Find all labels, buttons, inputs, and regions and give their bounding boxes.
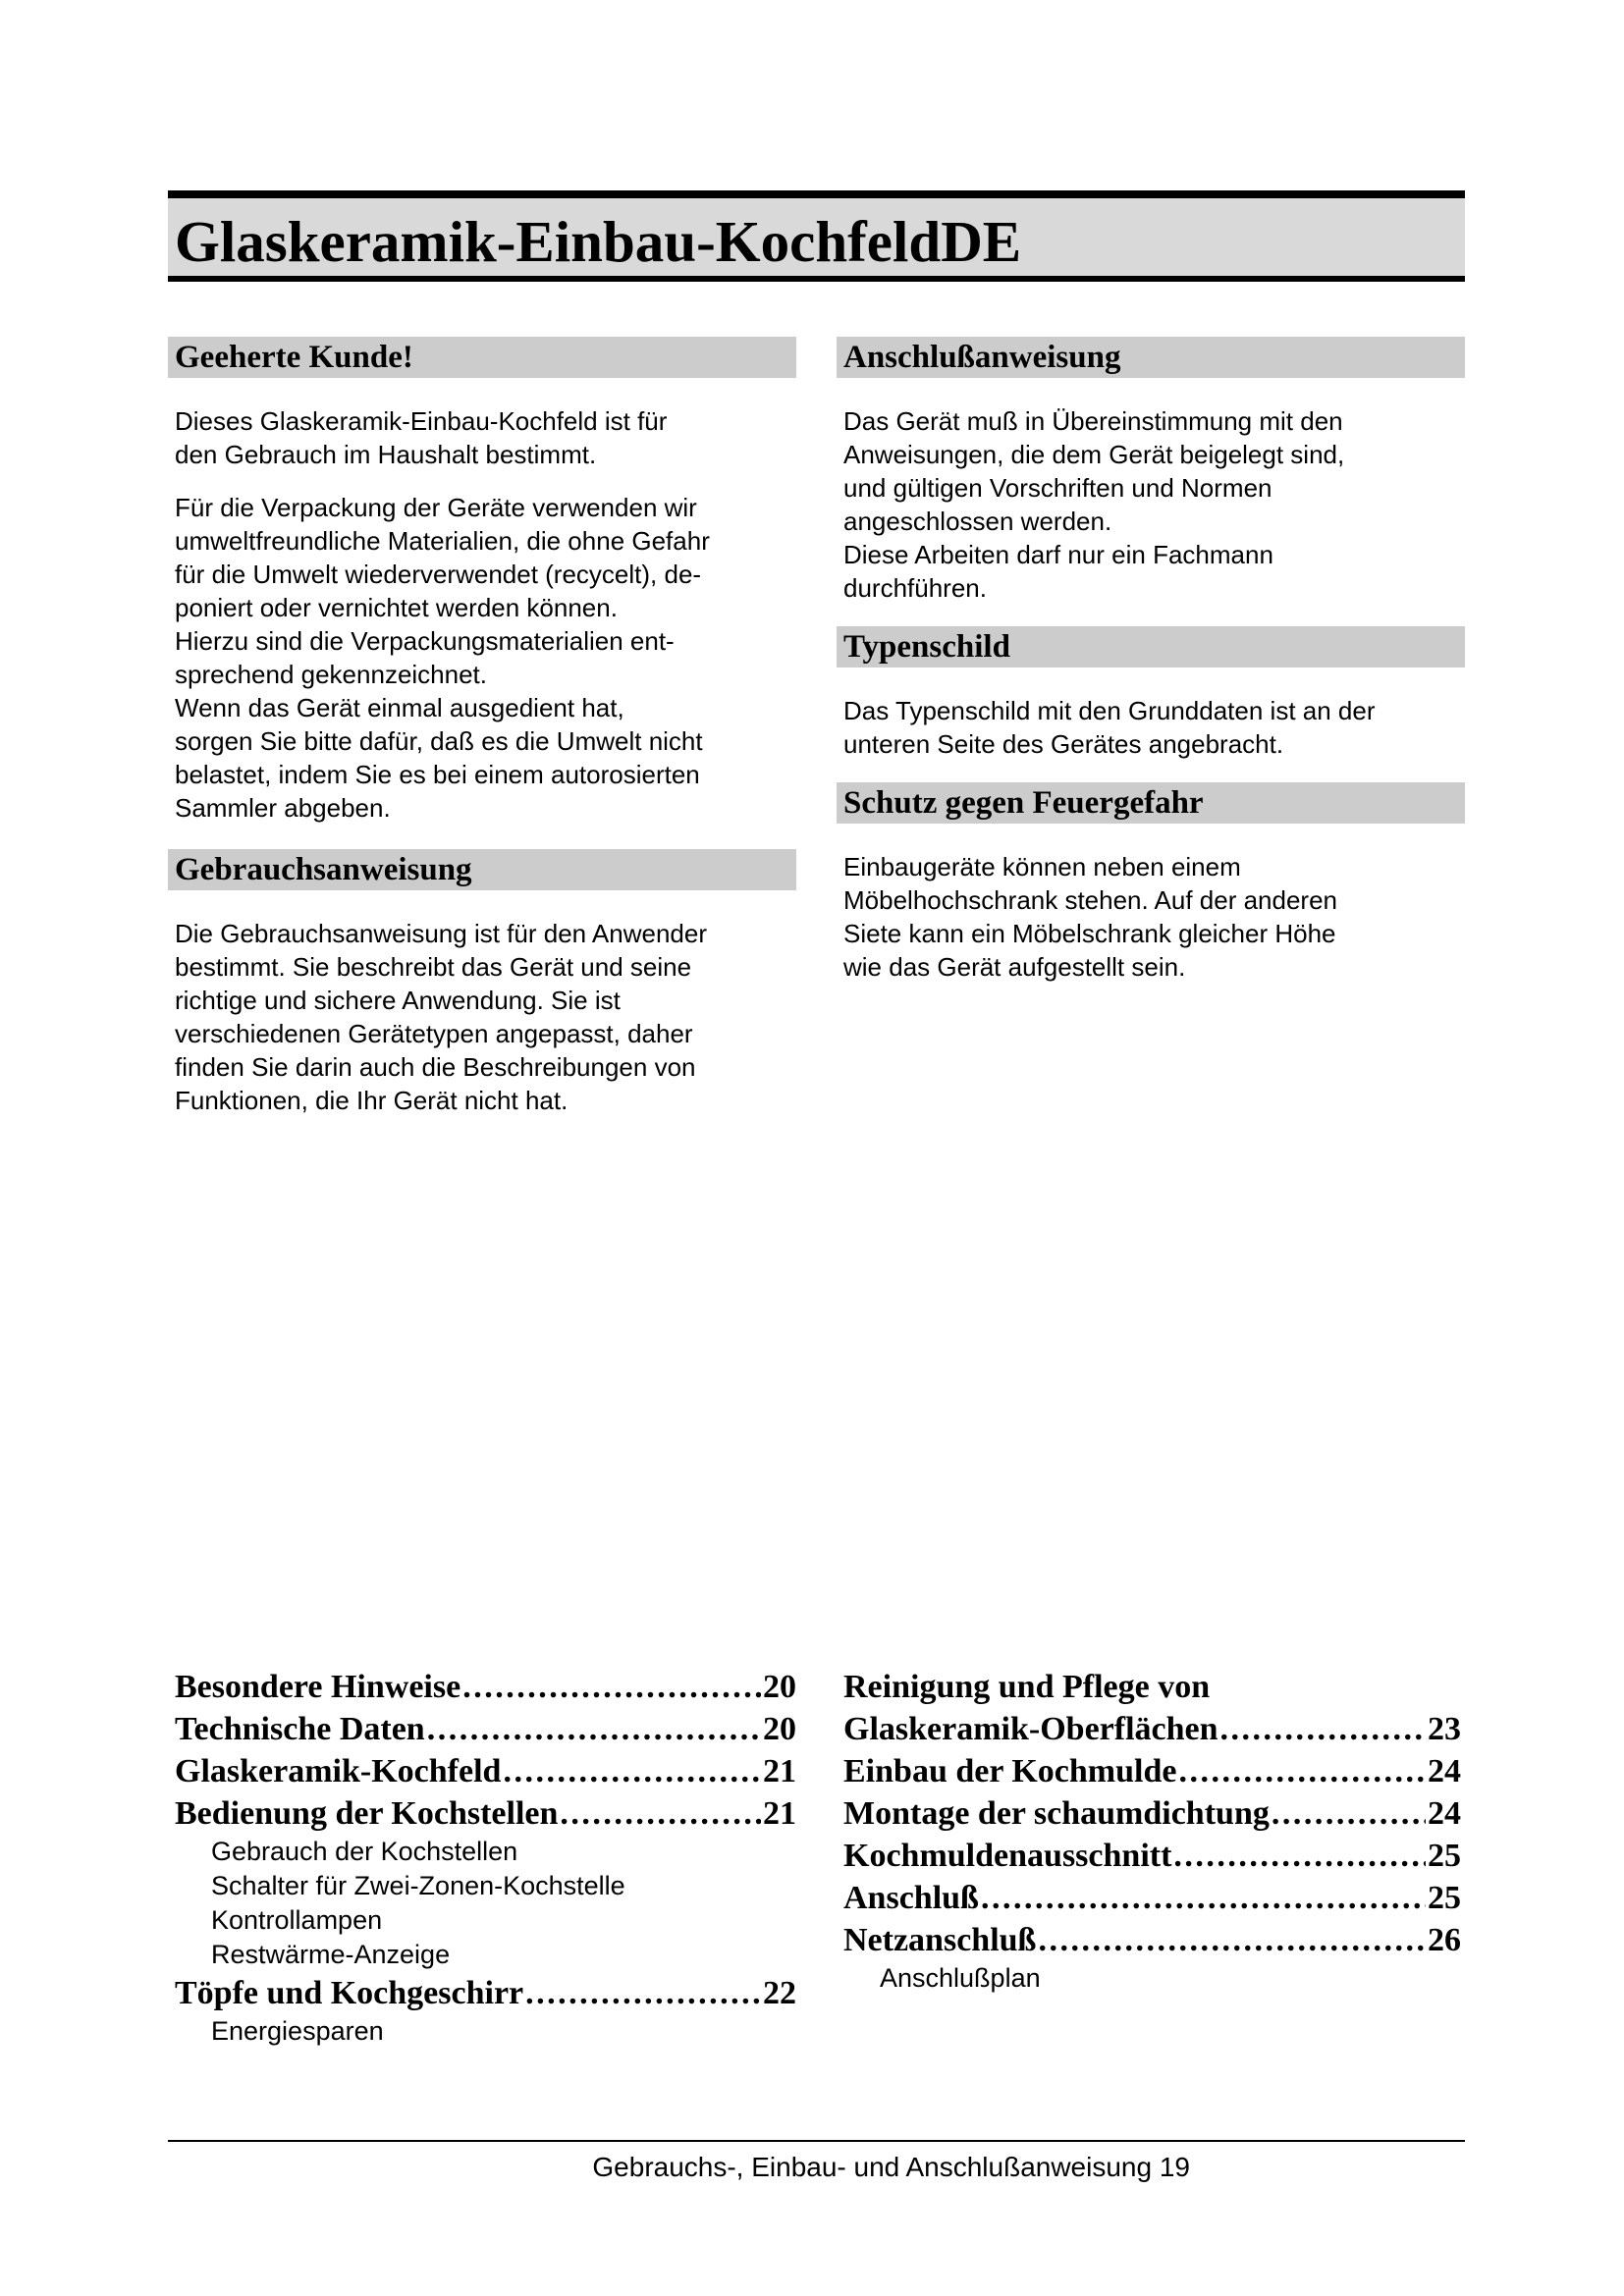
toc-entry-title: Netzanschluß xyxy=(843,1922,1037,1958)
paragraph: Das Typenschild mit den Grunddaten ist an der unteren Seite des Gerätes angebracht. xyxy=(843,696,1376,759)
toc-entry-title: Technische Daten xyxy=(175,1711,425,1747)
section-heading: Anschlußanweisung xyxy=(837,337,1465,378)
toc-entry-page: 21 xyxy=(763,1795,796,1832)
toc-leader-dots xyxy=(1178,1750,1426,1792)
toc-leader-dots xyxy=(981,1877,1426,1919)
toc-leader-dots xyxy=(525,1972,761,2014)
toc-entry[interactable] xyxy=(837,1750,1461,1792)
table-of-contents-right xyxy=(837,1666,1461,1996)
toc-entry-title: Anschluß xyxy=(843,1880,979,1916)
toc-entry-title-line[interactable]: Reinigung und Pflege von xyxy=(843,1669,1211,1705)
paragraph: Dieses Glaskeramik-Einbau-Kochfeld ist für den Gebrauch im Haushalt bestimmt. xyxy=(175,406,668,469)
toc-entry-page: 25 xyxy=(1428,1838,1461,1874)
paragraph: Für die Verpackung der Geräte verwenden wir umweltfreundliche Materialien, die ohne Gefahr für die Umwelt wiederverwendet (recycelt), de- poniert oder vernichtet werden können. Hierzu sind die Verpackungsmaterialien ent- sprechend gekennzeichnet. Wenn das Gerät einmal ausgedient hat, sorgen Sie bitte dafür, daß es die Umwelt nicht belastet, indem Sie es bei einem autorosierten Sammler abgeben. xyxy=(175,493,710,823)
right-column xyxy=(837,337,1465,984)
toc-entry-page: 20 xyxy=(763,1669,796,1705)
toc-entry[interactable] xyxy=(837,1835,1461,1877)
paragraph: Das Gerät muß in Übereinstimmung mit den Anweisungen, die dem Gerät beigelegt sind, und gültigen Vorschriften und Normen angeschlossen werden. Diese Arbeiten darf nur ein Fachmann durchführen. xyxy=(843,406,1345,603)
toc-entry[interactable] xyxy=(837,1877,1461,1919)
toc-entry-page: 26 xyxy=(1428,1922,1461,1958)
section-heading: Typenschild xyxy=(837,626,1465,667)
section-heading: Schutz gegen Feuergefahr xyxy=(837,782,1465,824)
title-bar xyxy=(168,190,1465,282)
toc-entry-page: 24 xyxy=(1428,1795,1461,1832)
toc-entry-page: 20 xyxy=(763,1711,796,1747)
toc-entry[interactable] xyxy=(168,1666,796,1708)
toc-entry[interactable] xyxy=(837,1792,1461,1835)
toc-entry[interactable] xyxy=(168,1792,796,1835)
toc-leader-dots xyxy=(503,1750,761,1792)
toc-leader-dots xyxy=(427,1708,761,1750)
toc-leader-dots xyxy=(1220,1708,1426,1750)
toc-entry-title: Einbau der Kochmulde xyxy=(843,1753,1177,1789)
toc-entry-page: 21 xyxy=(763,1753,796,1789)
toc-subentry[interactable]: Kontrollampen xyxy=(211,1905,383,1935)
toc-subentry[interactable]: Restwärme-Anzeige xyxy=(211,1940,451,1969)
toc-leader-dots xyxy=(1173,1835,1426,1877)
toc-entry[interactable] xyxy=(168,1972,796,2014)
toc-subentry[interactable]: Energiesparen xyxy=(211,2016,384,2046)
toc-entry-title: Kochmuldenausschnitt xyxy=(843,1838,1172,1874)
toc-leader-dots xyxy=(1272,1792,1426,1835)
toc-entry[interactable] xyxy=(168,1750,796,1792)
paragraph: Einbaugeräte können neben einem Möbelhochschrank stehen. Auf der anderen Siete kann ein Möbelschrank gleicher Höhe wie das Gerät aufgestellt sein. xyxy=(843,852,1338,982)
left-column xyxy=(168,337,796,1117)
section-heading: Geeherte Kunde! xyxy=(168,337,796,378)
toc-leader-dots xyxy=(462,1666,761,1708)
toc-subentry[interactable]: Anschlußplan xyxy=(880,1963,1041,1993)
toc-entry-title: Glaskeramik-Oberflächen xyxy=(843,1711,1218,1747)
toc-leader-dots xyxy=(1038,1919,1426,1961)
toc-entry-title: Glaskeramik-Kochfeld xyxy=(175,1753,502,1789)
toc-entry-page: 25 xyxy=(1428,1880,1461,1916)
toc-subentry[interactable]: Gebrauch der Kochstellen xyxy=(211,1837,518,1866)
toc-entry-page: 22 xyxy=(763,1975,796,2011)
toc-entry[interactable] xyxy=(837,1708,1461,1750)
toc-entry-title: Montage der schaumdichtung xyxy=(843,1795,1270,1832)
toc-entry-title: Bedienung der Kochstellen xyxy=(175,1795,559,1832)
toc-entry-title: Töpfe und Kochgeschirr xyxy=(175,1975,524,2011)
page-title: Glaskeramik-Einbau-KochfeldDE xyxy=(175,209,1022,274)
toc-entry[interactable] xyxy=(837,1919,1461,1961)
toc-entry[interactable] xyxy=(168,1708,796,1750)
toc-entry-page: 24 xyxy=(1428,1753,1461,1789)
page-footer: Gebrauchs-, Einbau- und Anschlußanweisung 19 xyxy=(592,2152,1190,2182)
toc-entry-title: Besondere Hinweise xyxy=(175,1669,461,1705)
toc-leader-dots xyxy=(560,1792,761,1835)
toc-subentry[interactable]: Schalter für Zwei-Zonen-Kochstelle xyxy=(211,1871,625,1900)
footer-divider xyxy=(168,2140,1465,2142)
paragraph: Die Gebrauchsanweisung ist für den Anwender bestimmt. Sie beschreibt das Gerät und seine richtige und sichere Anwendung. Sie ist verschiedenen Gerätetypen angepasst, daher finden Sie darin auch die Beschreibungen von Funktionen, die Ihr Gerät nicht hat. xyxy=(175,919,707,1115)
table-of-contents-left xyxy=(168,1666,796,2049)
section-heading: Gebrauchsanweisung xyxy=(168,849,796,890)
toc-entry-page: 23 xyxy=(1428,1711,1461,1747)
